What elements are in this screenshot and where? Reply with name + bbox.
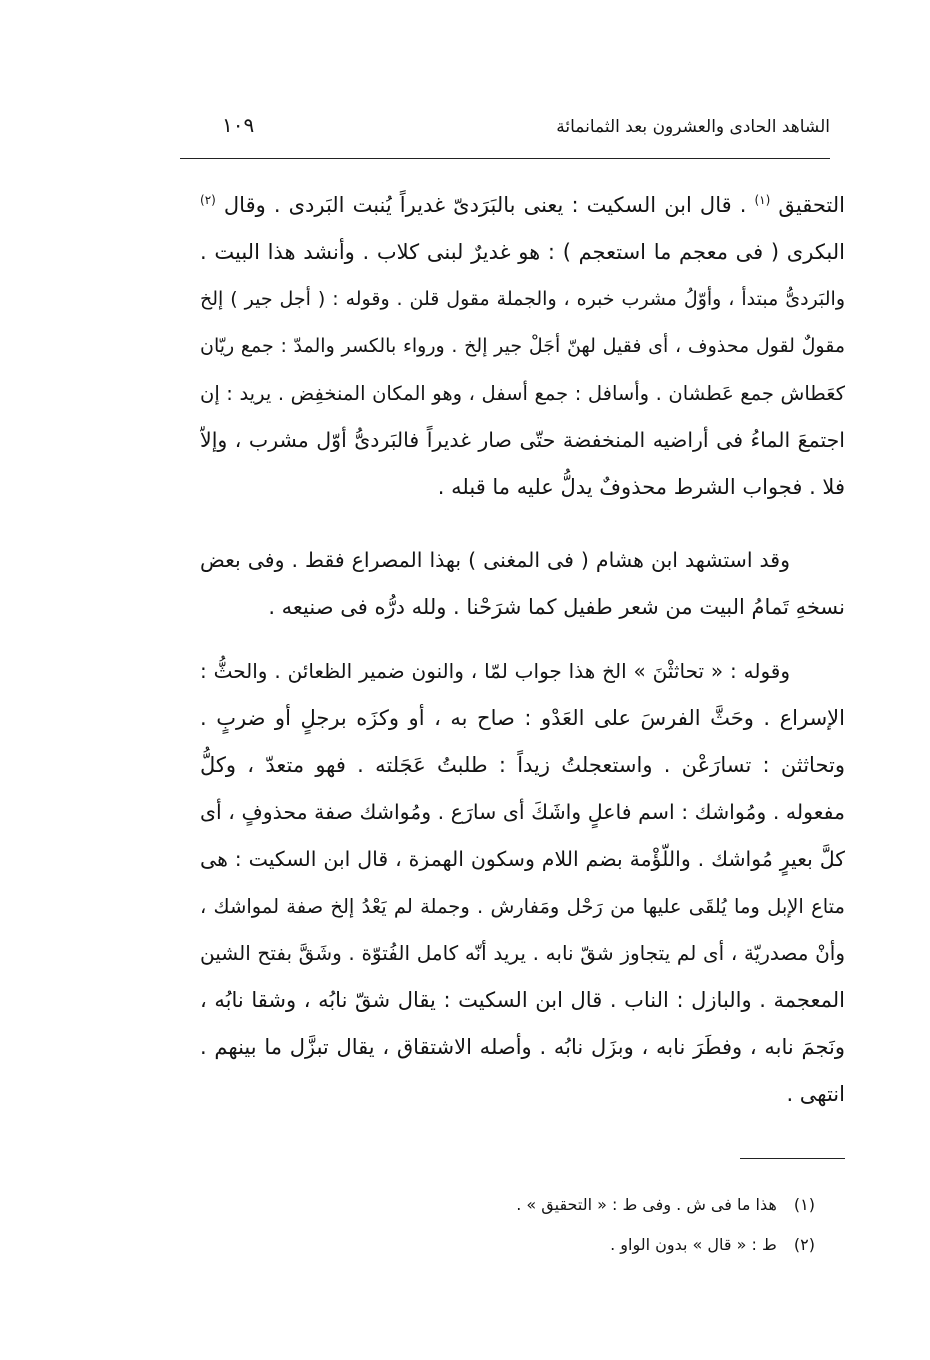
text-segment: التحقيق: [778, 193, 845, 217]
text-line: مفعوله . ومُواشك : اسم فاعلٍ واشَكَ أى سارَع . ومُواشك صفة محذوفٍ ، أى: [200, 800, 845, 824]
footnote-marker: (٢): [793, 1235, 815, 1254]
header-rule: [180, 158, 830, 159]
text-line: متاع الإبل وما يُلقَى عليها من رَحْل ومَفارش . وجملة لم يَعْدُ إلخ صفة لمواشك ،: [200, 895, 845, 918]
text-line: كعَطاش جمع عَطشان . وأسافل : جمع أسفل ، وهو المكان المنخفِض . يريد : إن: [200, 382, 845, 405]
text-line: والبَردىُّ مبتدأ ، وأوّلُ مشرب خبره ، والجملة مقول قلن . وقوله : ( أجل جير ) إلخ: [200, 288, 845, 310]
text-line: وقوله : « تحاثثْنَ » الخ هذا جواب لمّا ، والنون ضمير الظعائن . والحثُّ :: [200, 659, 790, 683]
footnote-ref: (١): [754, 193, 771, 207]
text-line: ونَجمَ نابه ، وفطَرَ نابه ، وبزَل نابُه . وأصله الاشتقاق ، يقال تبزَّل ما بينهم .: [200, 1035, 845, 1059]
footnote: [516, 1191, 815, 1219]
paragraph: [200, 648, 845, 1118]
page-number: ١٠٩: [222, 113, 255, 137]
text-line: مقولٌ لقول محذوف ، أى فقيل لهنّ أجَلْ جير إلخ . ورواء بالكسر والمدّ : جمع ريّان: [200, 335, 845, 357]
paragraph: [200, 537, 845, 631]
text-line: نسخهِ تَمامُ البيت من شعر طفيل كما شرَحْنا . ولله درُّه فى صنيعه .: [268, 595, 845, 619]
text-line: وتحاثثن : تسارَعْن . واستعجلتُ زيداً : طلبتُ عَجَلته . فهو متعدّ ، وكلُّ: [200, 753, 845, 777]
text-line: الإسراع . وحَثَّ الفرسَ على العَدْو : صاح به ، أو وكزَه برجلٍ أو ضربٍ .: [200, 706, 845, 730]
text-line: وأنْ مصدريّة ، أى لم يتجاوز شقّ نابه . يريد أنّه كامل الفُتوّة . وشَقَّ بفتح الشين: [200, 941, 845, 965]
footnote-separator: [740, 1158, 845, 1159]
text-line: المعجمة . والبازل : الناب . قال ابن السكيت : يقال شقّ نابُه ، وشقا نابُه ،: [200, 988, 845, 1012]
text-line: انتهى .: [786, 1082, 845, 1106]
text-line: فلا . فجواب الشرط محذوفٌ يدلُّ عليه ما قبله .: [437, 475, 845, 499]
text-segment: . قال ابن السكيت : يعنى بالبَرَدىّ غديراً يُنبت البَردى . وقال: [223, 193, 747, 217]
paragraph: [200, 182, 845, 511]
footnote-text: ط : « قال » بدون الواو .: [610, 1235, 777, 1254]
text-line: وقد استشهد ابن هشام ( فى المغنى ) بهذا المصراع فقط . وفى بعض: [200, 548, 790, 572]
footnote: [610, 1231, 815, 1259]
text-line: كلَّ بعيرٍ مُواشك . واللّؤْمة بضم اللام وسكون الهمزة ، قال ابن السكيت : هى: [200, 847, 845, 871]
text-line: [200, 182, 845, 229]
footnote-marker: (١): [793, 1195, 815, 1214]
text-line: اجتمعَ الماءُ فى أراضيه المنخفضة حتّى صار غديراً فالبَردىُّ أوّل مشرب ، وإلاّ: [200, 428, 845, 452]
footnote-ref: (٢): [200, 193, 216, 207]
running-title: الشاهد الحادى والعشرون بعد الثمانمائة: [556, 117, 830, 137]
footnote-text: هذا ما فى ش . وفى ط : « التحقيق » .: [516, 1195, 777, 1214]
text-line: البكرى ( فى معجم ما استعجم ) : هو غديرٌ لبنى كلاب . وأنشد هذا البيت .: [200, 240, 845, 264]
